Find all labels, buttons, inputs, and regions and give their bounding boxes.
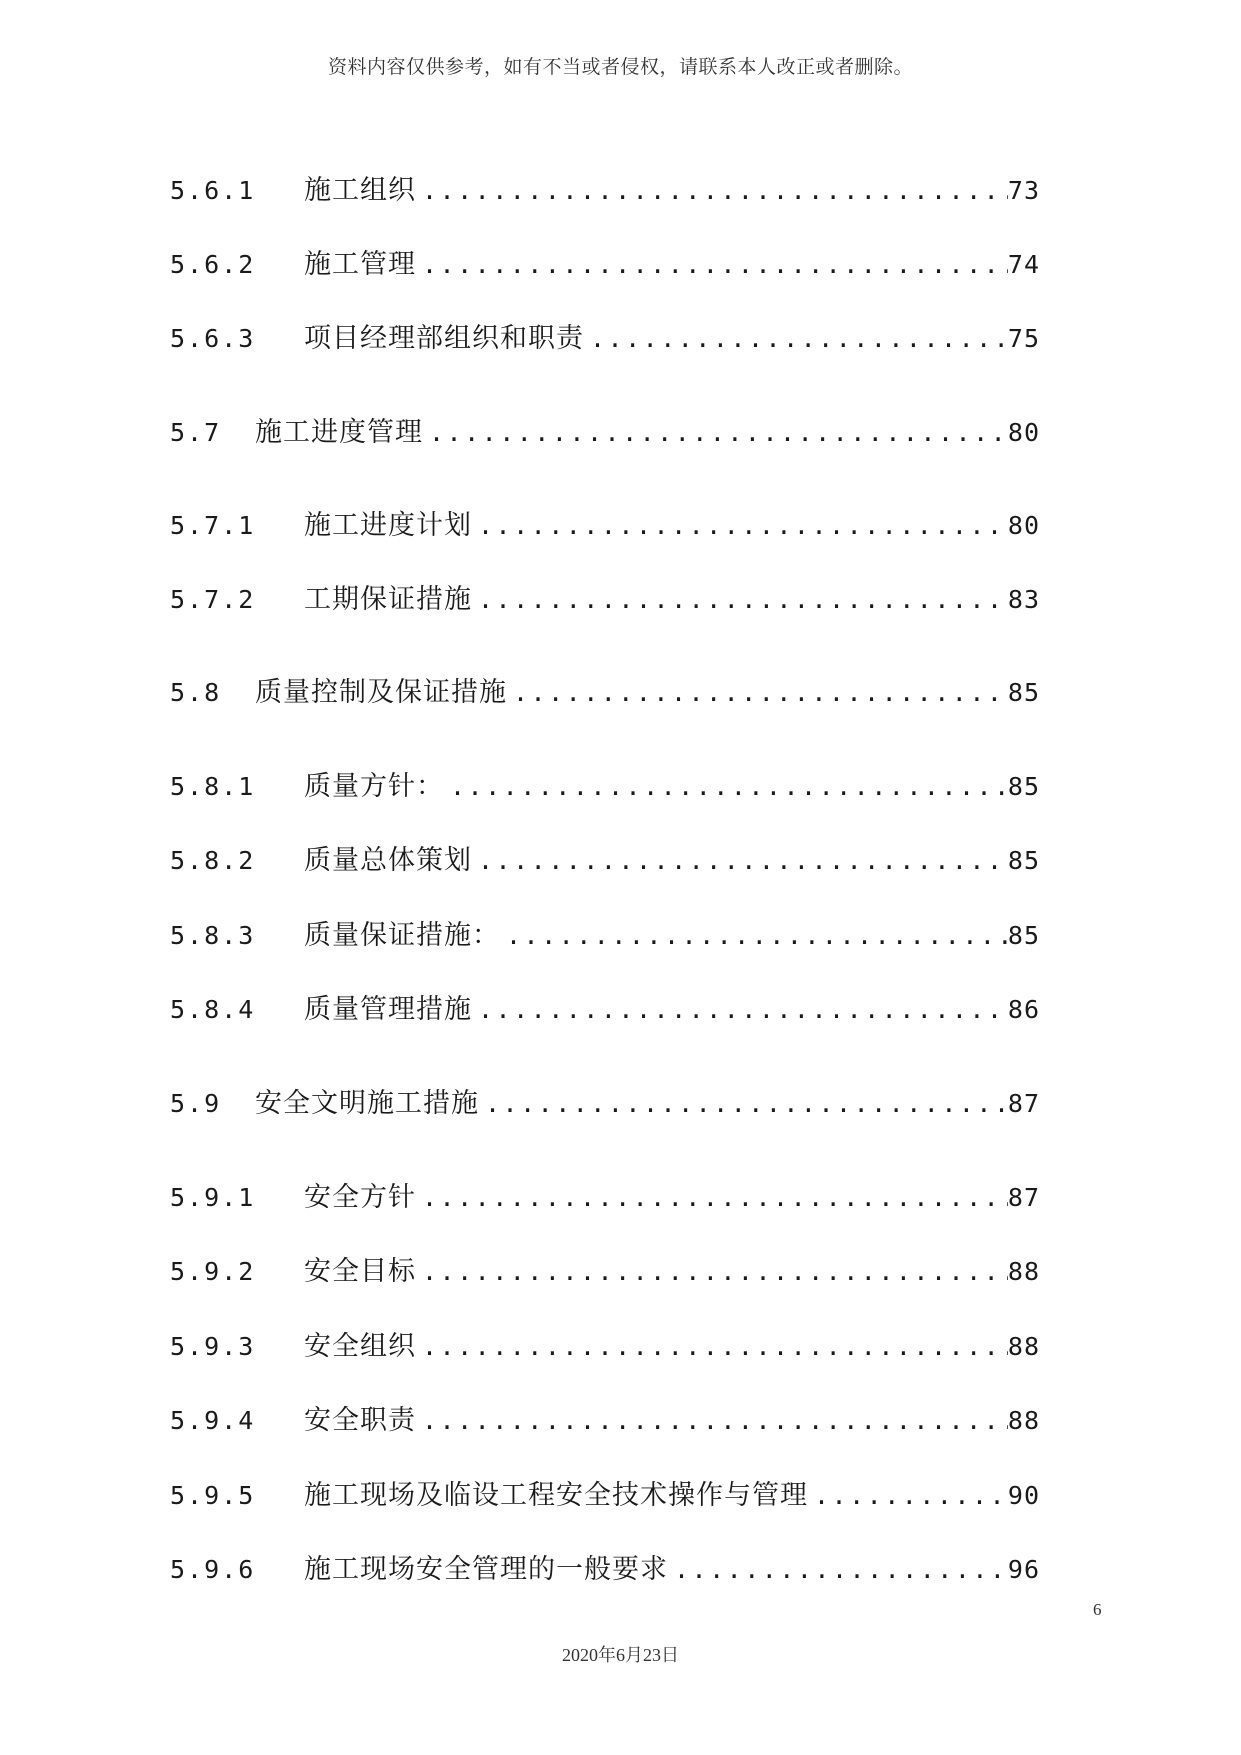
toc-entry-5-8-1[interactable] xyxy=(170,764,1040,804)
toc-title: 安全组织 xyxy=(304,1331,416,1362)
toc-page: 88 xyxy=(1007,1257,1040,1286)
toc-title: 质量控制及保证措施 xyxy=(255,677,507,708)
toc-entry-5-9-3[interactable] xyxy=(170,1324,1040,1364)
toc-entry-5-9[interactable] xyxy=(170,1081,1040,1121)
toc-entry-5-8-3[interactable] xyxy=(170,913,1040,953)
toc-leader-dots xyxy=(423,418,1008,447)
toc-page: 85 xyxy=(1007,678,1040,707)
toc-page: 86 xyxy=(1007,995,1040,1024)
toc-title: 安全方针 xyxy=(304,1182,416,1213)
toc-title: 安全职责 xyxy=(304,1405,416,1436)
toc-number: 5.7.2 xyxy=(170,585,256,614)
toc-leader-dots xyxy=(472,585,1008,614)
toc-entry-5-8-2[interactable] xyxy=(170,838,1040,878)
footer-date: 2020年6月23日 xyxy=(562,1645,679,1665)
toc-number: 5.9.4 xyxy=(170,1406,256,1435)
toc-entry-5-7-2[interactable] xyxy=(170,577,1040,617)
toc-leader-dots xyxy=(507,678,1008,707)
toc-title: 施工进度计划 xyxy=(304,510,472,541)
toc-number: 5.8 xyxy=(170,678,222,707)
toc-leader-dots xyxy=(416,176,1008,205)
toc-number: 5.9.5 xyxy=(170,1481,256,1510)
toc-page: 85 xyxy=(1007,921,1040,950)
toc-entry-5-6-2[interactable] xyxy=(170,242,1040,282)
toc-number: 5.8.4 xyxy=(170,995,256,1024)
toc-page: 87 xyxy=(1007,1089,1040,1118)
toc-entry-5-8-4[interactable] xyxy=(170,987,1040,1027)
toc-leader-dots xyxy=(808,1481,1008,1510)
toc-entry-5-9-4[interactable] xyxy=(170,1398,1040,1438)
toc-title: 施工管理 xyxy=(304,249,416,280)
toc-leader-dots xyxy=(416,1406,1008,1435)
toc-title: 项目经理部组织和职责 xyxy=(304,323,584,354)
toc-entry-5-7[interactable] xyxy=(170,410,1040,450)
toc-title: 施工现场及临设工程安全技术操作与管理 xyxy=(304,1480,808,1511)
toc-entry-5-9-5[interactable] xyxy=(170,1473,1040,1513)
toc-leader-dots xyxy=(416,250,1008,279)
page-number: 6 xyxy=(1093,1600,1102,1619)
toc-leader-dots xyxy=(444,772,1008,801)
toc-number: 5.6.1 xyxy=(170,176,256,205)
toc-leader-dots xyxy=(500,921,1008,950)
toc-number: 5.9.6 xyxy=(170,1555,256,1584)
toc-number: 5.9 xyxy=(170,1089,222,1118)
toc-entry-5-9-6[interactable] xyxy=(170,1547,1040,1587)
toc-page: 88 xyxy=(1007,1406,1040,1435)
toc-page: 87 xyxy=(1007,1183,1040,1212)
toc-leader-dots xyxy=(416,1332,1008,1361)
toc-page: 85 xyxy=(1007,846,1040,875)
toc-entry-5-7-1[interactable] xyxy=(170,503,1040,543)
toc-leader-dots xyxy=(668,1555,1008,1584)
toc-number: 5.7 xyxy=(170,418,222,447)
toc-title: 质量管理措施 xyxy=(304,994,472,1025)
toc-title: 施工进度管理 xyxy=(255,417,423,448)
toc-leader-dots xyxy=(472,846,1008,875)
toc-leader-dots xyxy=(584,324,1008,353)
toc-leader-dots xyxy=(472,511,1008,540)
toc-title: 工期保证措施 xyxy=(304,584,472,615)
toc-leader-dots xyxy=(479,1089,1008,1118)
header-disclaimer: 资料内容仅供参考，如有不当或者侵权，请联系本人改正或者删除。 xyxy=(327,56,913,78)
toc-page: 80 xyxy=(1007,511,1040,540)
toc-title: 质量方针： xyxy=(304,771,444,802)
toc-entry-5-6-3[interactable] xyxy=(170,316,1040,356)
toc-number: 5.8.3 xyxy=(170,921,256,950)
toc-number: 5.6.3 xyxy=(170,324,256,353)
toc-number: 5.9.1 xyxy=(170,1183,256,1212)
toc-page: 83 xyxy=(1007,585,1040,614)
toc-page: 85 xyxy=(1007,772,1040,801)
toc-number: 5.9.3 xyxy=(170,1332,256,1361)
toc-entry-5-8[interactable] xyxy=(170,670,1040,710)
toc-number: 5.8.2 xyxy=(170,846,256,875)
toc-title: 质量总体策划 xyxy=(304,845,472,876)
toc-number: 5.9.2 xyxy=(170,1257,256,1286)
toc-leader-dots xyxy=(416,1257,1008,1286)
toc-number: 5.8.1 xyxy=(170,772,256,801)
toc-page: 74 xyxy=(1007,250,1040,279)
toc-page: 90 xyxy=(1007,1481,1040,1510)
toc-title: 安全目标 xyxy=(304,1256,416,1287)
toc-entry-5-6-1[interactable] xyxy=(170,168,1040,208)
toc-title: 施工组织 xyxy=(304,175,416,206)
toc-number: 5.6.2 xyxy=(170,250,256,279)
toc-page: 75 xyxy=(1007,324,1040,353)
toc-page: 73 xyxy=(1007,176,1040,205)
toc-page: 88 xyxy=(1007,1332,1040,1361)
toc-leader-dots xyxy=(472,995,1008,1024)
toc-title: 质量保证措施： xyxy=(304,920,500,951)
toc-entry-5-9-1[interactable] xyxy=(170,1175,1040,1215)
toc-number: 5.7.1 xyxy=(170,511,256,540)
toc-title: 施工现场安全管理的一般要求 xyxy=(304,1554,668,1585)
toc-page: 96 xyxy=(1007,1555,1040,1584)
toc-entry-5-9-2[interactable] xyxy=(170,1249,1040,1289)
toc-title: 安全文明施工措施 xyxy=(255,1088,479,1119)
toc-page: 80 xyxy=(1007,418,1040,447)
toc-leader-dots xyxy=(416,1183,1008,1212)
